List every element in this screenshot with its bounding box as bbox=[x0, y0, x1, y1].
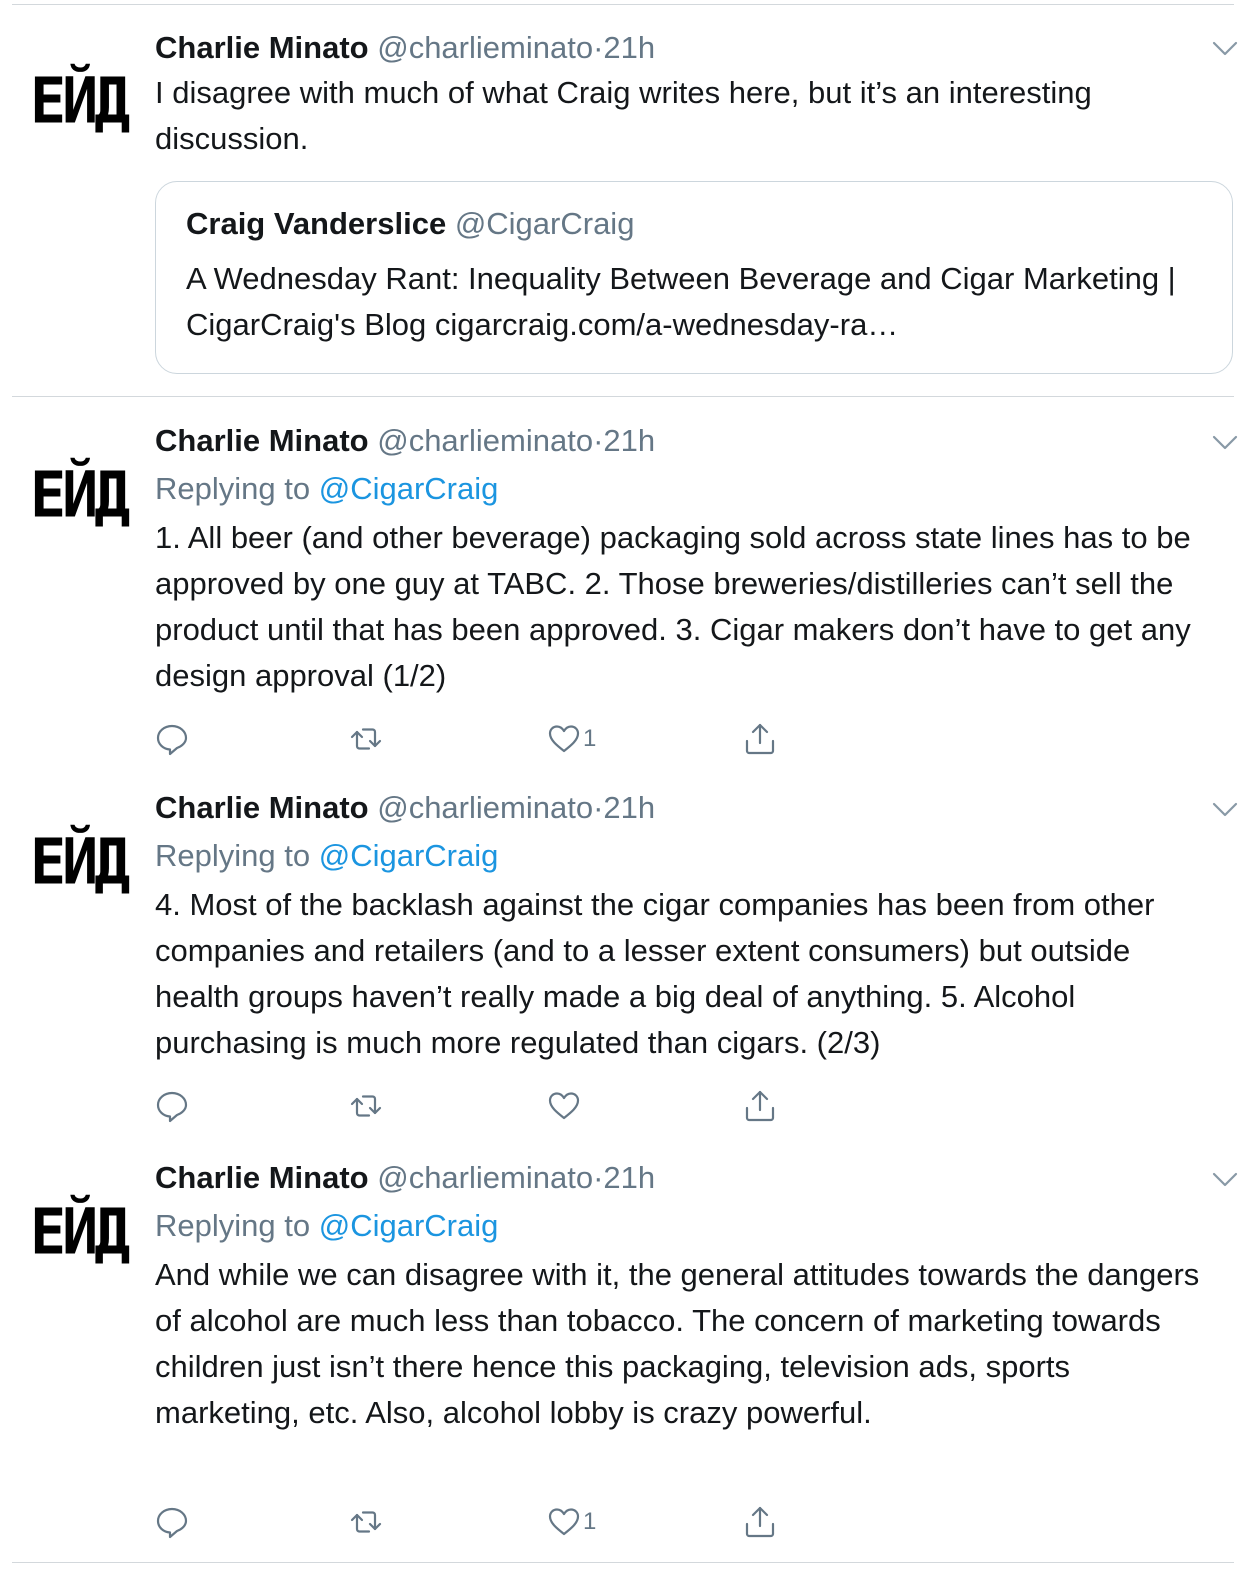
retweet-button[interactable] bbox=[349, 1504, 383, 1540]
author-name[interactable]: Charlie Minato bbox=[155, 1160, 369, 1195]
quoted-author-handle: @CigarCraig bbox=[454, 206, 635, 241]
like-button[interactable] bbox=[547, 721, 596, 757]
share-icon bbox=[743, 722, 777, 756]
tweet-text: And while we can disagree with it, the general attitudes towards the dangers of alcohol are much less than tobacco. The concern of marketing towards children just isn’t there hence this packaging, television ads, sports marketing, etc. Also, alcohol lobby is crazy powerful. bbox=[155, 1257, 1200, 1430]
quoted-author-name: Craig Vanderslice bbox=[186, 206, 447, 241]
author-name[interactable]: Charlie Minato bbox=[155, 423, 369, 458]
avatar[interactable]: ЕЙД bbox=[30, 825, 127, 900]
replying-to-label: Replying to bbox=[155, 1208, 311, 1243]
reply-button[interactable] bbox=[155, 1504, 189, 1540]
replying-to-label: Replying to bbox=[155, 471, 311, 506]
like-count: 1 bbox=[583, 1508, 597, 1535]
share-button[interactable] bbox=[743, 1088, 777, 1124]
separator-dot: · bbox=[593, 423, 604, 458]
quoted-tweet-header bbox=[186, 204, 1202, 244]
retweet-button[interactable] bbox=[349, 1088, 383, 1124]
share-icon bbox=[743, 1089, 777, 1123]
tweet-header bbox=[155, 788, 1208, 828]
author-handle[interactable]: @charlieminato bbox=[377, 423, 594, 458]
share-icon bbox=[743, 1505, 777, 1539]
share-button[interactable] bbox=[743, 721, 777, 757]
separator-dot: · bbox=[593, 30, 604, 65]
timestamp[interactable]: 21h bbox=[603, 1160, 656, 1195]
top-divider bbox=[12, 4, 1234, 5]
tweet-header bbox=[155, 421, 1208, 461]
retweet-icon bbox=[349, 1089, 383, 1123]
reply-icon bbox=[155, 1505, 189, 1539]
separator-dot: · bbox=[593, 790, 604, 825]
retweet-icon bbox=[349, 722, 383, 756]
timestamp[interactable]: 21h bbox=[603, 30, 656, 65]
reply-button[interactable] bbox=[155, 721, 189, 757]
quoted-tweet-text: A Wednesday Rant: Inequality Between Beverage and Cigar Marketing | CigarCraig's Blog cigarcraig.com/a-wednesday-ra… bbox=[186, 261, 1176, 342]
like-button[interactable] bbox=[547, 1504, 596, 1540]
heart-icon bbox=[547, 722, 581, 756]
author-handle[interactable]: @charlieminato bbox=[377, 1160, 594, 1195]
bottom-divider bbox=[12, 1562, 1234, 1563]
timestamp[interactable]: 21h bbox=[603, 423, 656, 458]
mention-link[interactable]: @CigarCraig bbox=[318, 838, 499, 873]
tweet-actions bbox=[155, 721, 795, 757]
tweet-header bbox=[155, 28, 1208, 68]
avatar[interactable]: ЕЙД bbox=[30, 458, 127, 533]
like-count: 1 bbox=[583, 725, 597, 752]
author-name[interactable]: Charlie Minato bbox=[155, 30, 369, 65]
heart-icon bbox=[547, 1505, 581, 1539]
tweet-header bbox=[155, 1158, 1208, 1198]
tweet-text: 1. All beer (and other beverage) packaging sold across state lines has to be approved by one guy at TABC. 2. Those breweries/distilleries can’t sell the product until that has been approved. 3. Cigar makers don’t have to get any design approval (1/2) bbox=[155, 520, 1191, 693]
quoted-tweet[interactable] bbox=[155, 181, 1233, 374]
mention-link[interactable]: @CigarCraig bbox=[318, 1208, 499, 1243]
tweet-text: I disagree with much of what Craig writes here, but it’s an interesting discussion. bbox=[155, 75, 1092, 156]
reply-icon bbox=[155, 1089, 189, 1123]
author-handle[interactable]: @charlieminato bbox=[377, 790, 594, 825]
tweet-actions bbox=[155, 1088, 795, 1124]
tweet-actions bbox=[155, 1504, 795, 1540]
mention-link[interactable]: @CigarCraig bbox=[318, 471, 499, 506]
replying-to-label: Replying to bbox=[155, 838, 311, 873]
author-handle[interactable]: @charlieminato bbox=[377, 30, 594, 65]
tweet-divider bbox=[12, 396, 1234, 397]
replying-to bbox=[155, 1206, 1208, 1246]
avatar[interactable]: ЕЙД bbox=[30, 1195, 127, 1270]
timestamp[interactable]: 21h bbox=[603, 790, 656, 825]
chevron-down-icon[interactable] bbox=[1212, 1171, 1238, 1189]
replying-to bbox=[155, 836, 1208, 876]
chevron-down-icon[interactable] bbox=[1212, 434, 1238, 452]
separator-dot: · bbox=[593, 1160, 604, 1195]
like-button[interactable] bbox=[547, 1088, 583, 1124]
chevron-down-icon[interactable] bbox=[1212, 40, 1238, 58]
replying-to bbox=[155, 469, 1208, 509]
reply-button[interactable] bbox=[155, 1088, 189, 1124]
chevron-down-icon[interactable] bbox=[1212, 801, 1238, 819]
retweet-icon bbox=[349, 1505, 383, 1539]
heart-icon bbox=[547, 1089, 581, 1123]
share-button[interactable] bbox=[743, 1504, 777, 1540]
author-name[interactable]: Charlie Minato bbox=[155, 790, 369, 825]
tweet-text: 4. Most of the backlash against the cigar companies has been from other companies and retailers (and to a lesser extent consumers) but outside health groups haven’t really made a big deal of anything. 5. Alcohol purchasing is much more regulated than cigars. (2/3) bbox=[155, 887, 1155, 1060]
reply-icon bbox=[155, 722, 189, 756]
retweet-button[interactable] bbox=[349, 721, 383, 757]
avatar[interactable]: ЕЙД bbox=[30, 64, 127, 139]
